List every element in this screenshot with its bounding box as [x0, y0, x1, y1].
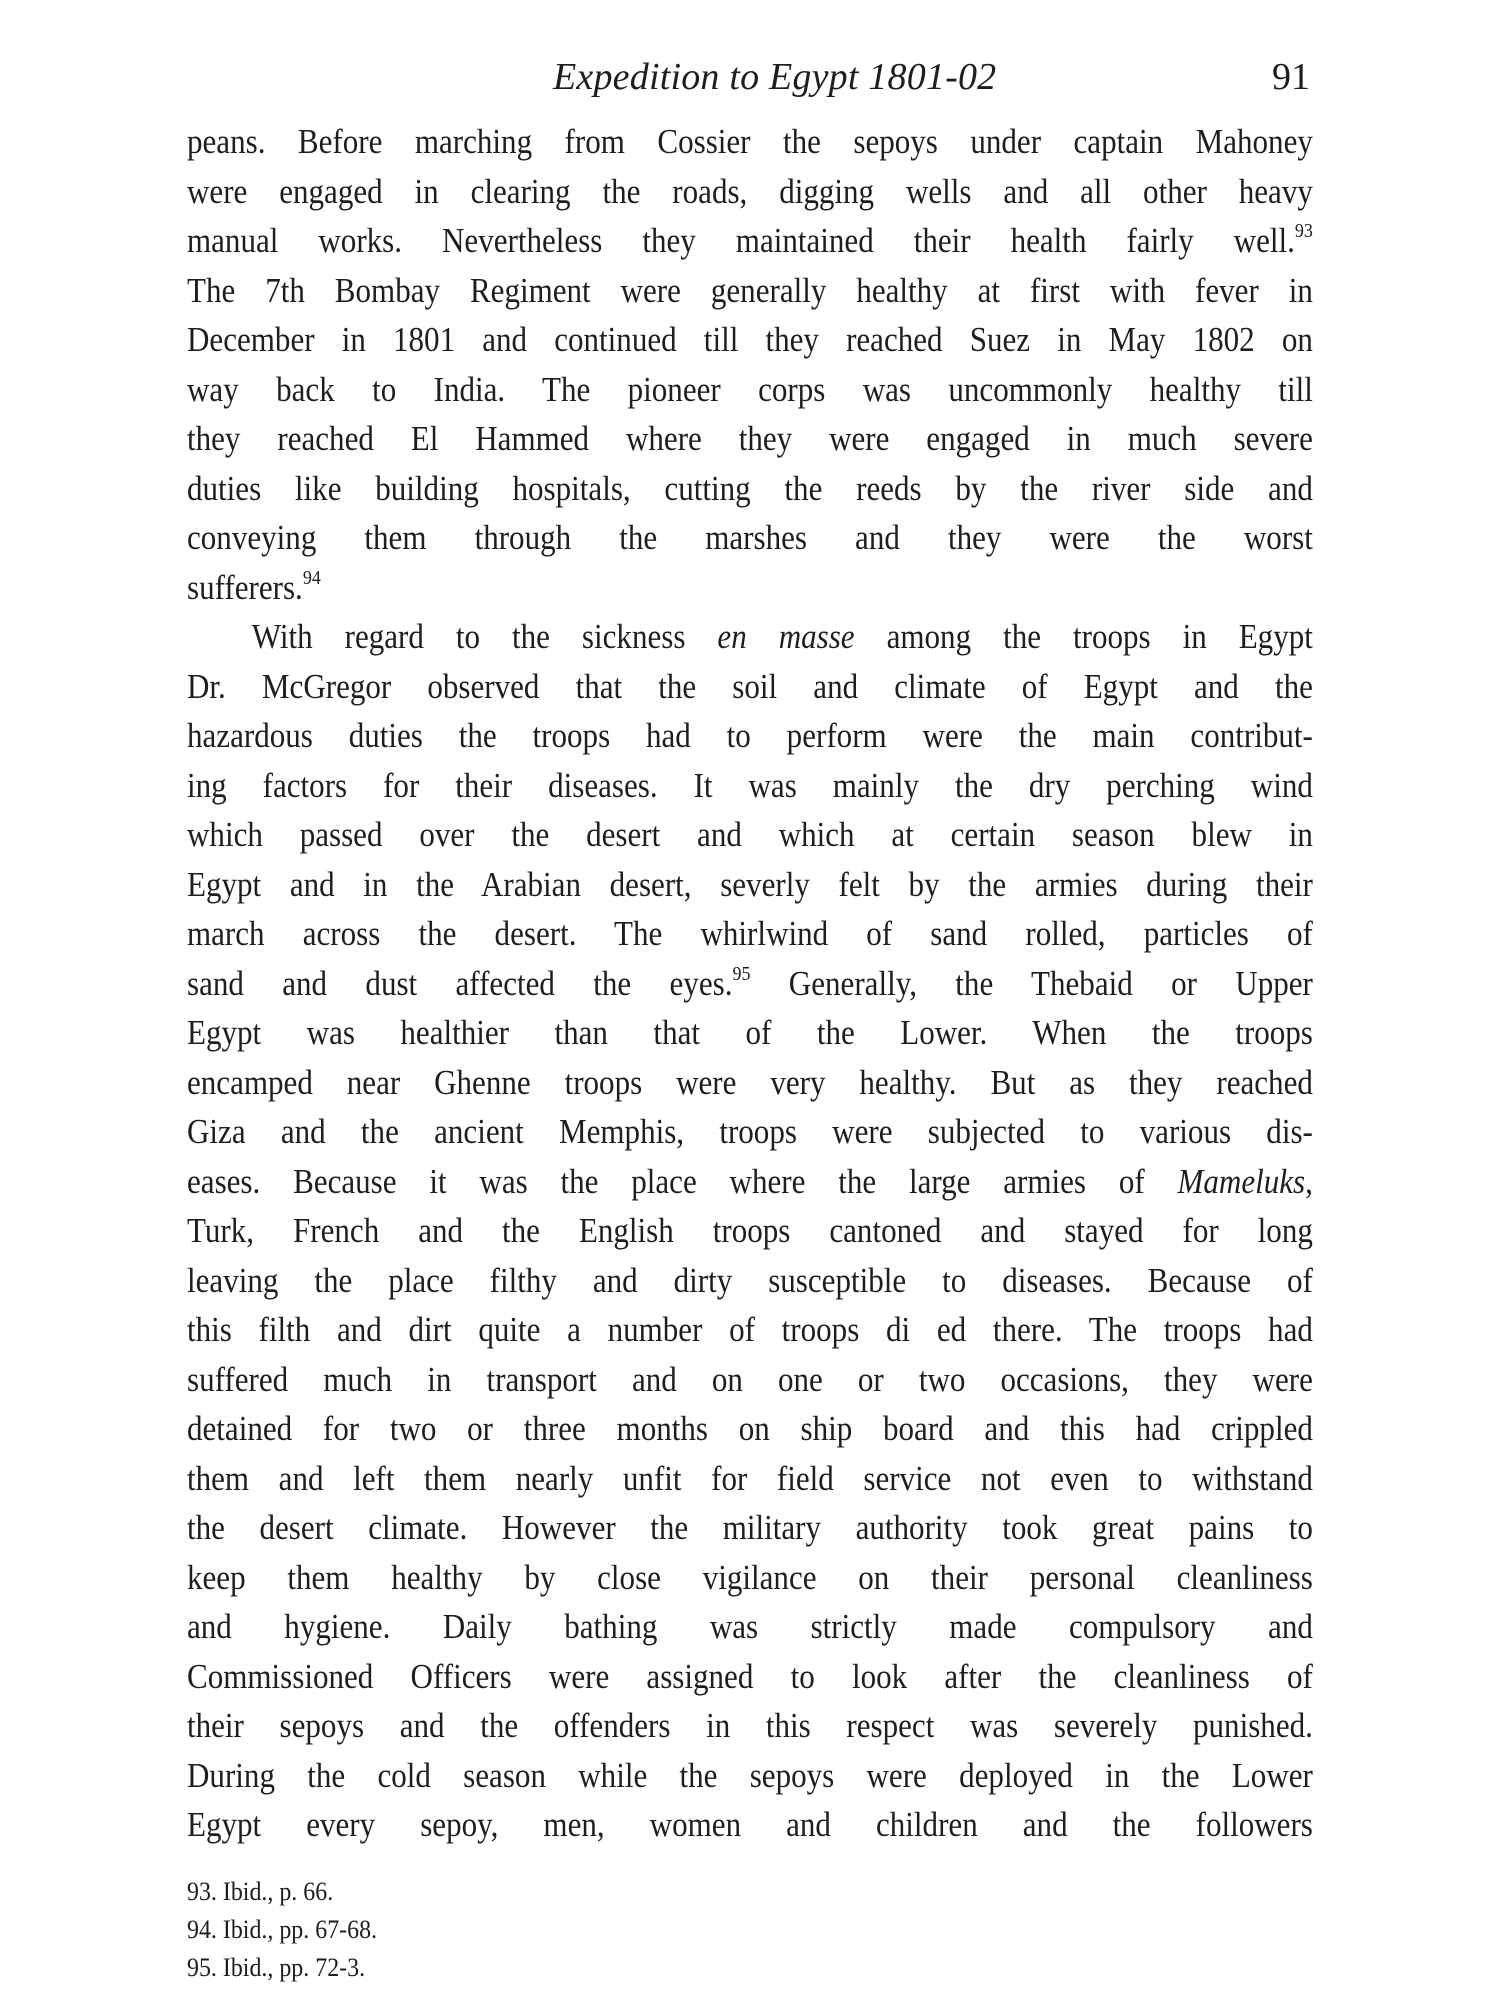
footnote: 94. Ibid., pp. 67-68. [187, 1915, 378, 1944]
body-text [187, 118, 1313, 1851]
text-line [187, 1504, 1313, 1554]
text-run: Egypt was healthier than that of the Lower. When the troops [187, 1014, 1313, 1052]
text-run: Egypt every sepoy, men, women and children and the followers [187, 1806, 1313, 1844]
text-run: hazardous duties the troops had to perform were the main contribut- [187, 717, 1313, 755]
footnote: 93. Ibid., p. 66. [187, 1877, 334, 1906]
text-run: December in 1801 and continued till they reached Suez in May 1802 on [187, 321, 1313, 359]
text-run: were engaged in clearing the roads, digging wells and all other heavy [187, 172, 1313, 211]
text-line [187, 1554, 1313, 1604]
text-line [187, 1752, 1313, 1802]
text-line [187, 762, 1313, 812]
text-line [187, 861, 1313, 911]
footnote-ref[interactable]: 93 [1294, 220, 1313, 242]
text-line [187, 1059, 1313, 1109]
text-run: With regard to the sickness [251, 618, 718, 656]
text-line [187, 613, 1313, 663]
text-line [187, 1356, 1313, 1406]
text-run: way back to India. The pioneer corps was uncommonly healthy till [187, 370, 1313, 409]
text-line [187, 1455, 1313, 1505]
text-run: Commissioned Officers were assigned to look after the cleanliness of [187, 1657, 1313, 1696]
text-line [187, 1009, 1313, 1059]
text-run: they reached El Hammed where they were engaged in much severe [187, 420, 1313, 458]
text-line [187, 811, 1313, 861]
text-run: peans. Before marching from Cossier the sepoys under captain Mahoney [187, 123, 1313, 161]
footnote: 95. Ibid., pp. 72-3. [187, 1953, 366, 1982]
text-line [187, 1158, 1313, 1208]
text-run: which passed over the desert and which at certain season blew in [187, 816, 1313, 854]
running-title: Expedition to Egypt 1801-02 [553, 56, 997, 98]
text-line [187, 415, 1313, 465]
italic-text: en masse [717, 618, 855, 656]
text-line [187, 1603, 1313, 1653]
text-line [187, 1207, 1313, 1257]
text-run: The 7th Bombay Regiment were generally healthy at first with fever in [187, 271, 1313, 310]
text-run: keep them healthy by close vigilance on their personal cleanliness [187, 1558, 1313, 1597]
text-line [187, 712, 1313, 762]
text-run: manual works. Nevertheless they maintained their health fairly well. [187, 222, 1295, 260]
text-line [187, 564, 1313, 614]
text-run: suffered much in transport and on one or two occasions, they were [187, 1360, 1313, 1399]
text-run: ing factors for their diseases. It was mainly the dry perching wind [187, 766, 1313, 805]
text-line [187, 663, 1313, 713]
text-line [187, 316, 1313, 366]
text-line [187, 267, 1313, 317]
text-run: march across the desert. The whirlwind of sand rolled, particles of [187, 915, 1313, 953]
text-line [187, 960, 1313, 1010]
text-line [187, 1405, 1313, 1455]
text-run: this filth and dirt quite a number of troops di ed there. The troops had [187, 1311, 1313, 1349]
text-line [187, 1801, 1313, 1851]
italic-text: Mameluks [1177, 1162, 1306, 1201]
text-run: among the troops in Egypt [854, 618, 1313, 656]
text-run: During the cold season while the sepoys were deployed in the Lower [187, 1756, 1313, 1795]
text-run: their sepoys and the offenders in this respect was severely punished. [187, 1707, 1313, 1745]
text-run: , [1305, 1162, 1313, 1201]
footnotes [187, 1873, 887, 1987]
text-line [187, 514, 1313, 564]
footnote-ref[interactable]: 94 [302, 566, 321, 589]
text-run: conveying them through the marshes and they were the worst [187, 519, 1313, 557]
text-run: them and left them nearly unfit for field service not even to withstand [187, 1459, 1313, 1498]
text-run: Dr. McGregor observed that the soil and climate of Egypt and the [187, 667, 1313, 706]
text-run: Turk, French and the English troops cantoned and stayed for long [187, 1212, 1313, 1250]
text-run: sand and dust affected the eyes. [187, 964, 733, 1003]
text-line [187, 1257, 1313, 1307]
text-line [187, 465, 1313, 515]
text-run: Egypt and in the Arabian desert, severly felt by the armies during their [187, 865, 1313, 904]
text-run: and hygiene. Daily bathing was strictly made compulsory and [187, 1608, 1313, 1646]
text-line [187, 1653, 1313, 1703]
text-line [187, 217, 1313, 267]
text-run: detained for two or three months on ship board and this had crippled [187, 1410, 1313, 1448]
text-line [187, 910, 1313, 960]
text-run: Giza and the ancient Memphis, troops were subjected to various dis- [187, 1113, 1313, 1151]
text-line [187, 118, 1313, 168]
text-line [187, 1702, 1313, 1752]
text-run: the desert climate. However the military authority took great pains to [187, 1509, 1313, 1547]
running-head [185, 55, 1310, 105]
text-line [187, 1306, 1313, 1356]
text-line [187, 1108, 1313, 1158]
text-run: encamped near Ghenne troops were very healthy. But as they reached [187, 1063, 1313, 1102]
footnote-ref[interactable]: 95 [732, 962, 751, 985]
page-number: 91 [1272, 56, 1310, 98]
text-run: Generally, the Thebaid or Upper [750, 964, 1313, 1003]
text-line [187, 366, 1313, 416]
text-run: duties like building hospitals, cutting the reeds by the river side and [187, 469, 1313, 508]
text-line [187, 168, 1313, 218]
text-run: leaving the place filthy and dirty susceptible to diseases. Because of [187, 1261, 1313, 1300]
text-run: eases. Because it was the place where the large armies of [187, 1162, 1178, 1201]
text-run: sufferers. [187, 568, 303, 607]
